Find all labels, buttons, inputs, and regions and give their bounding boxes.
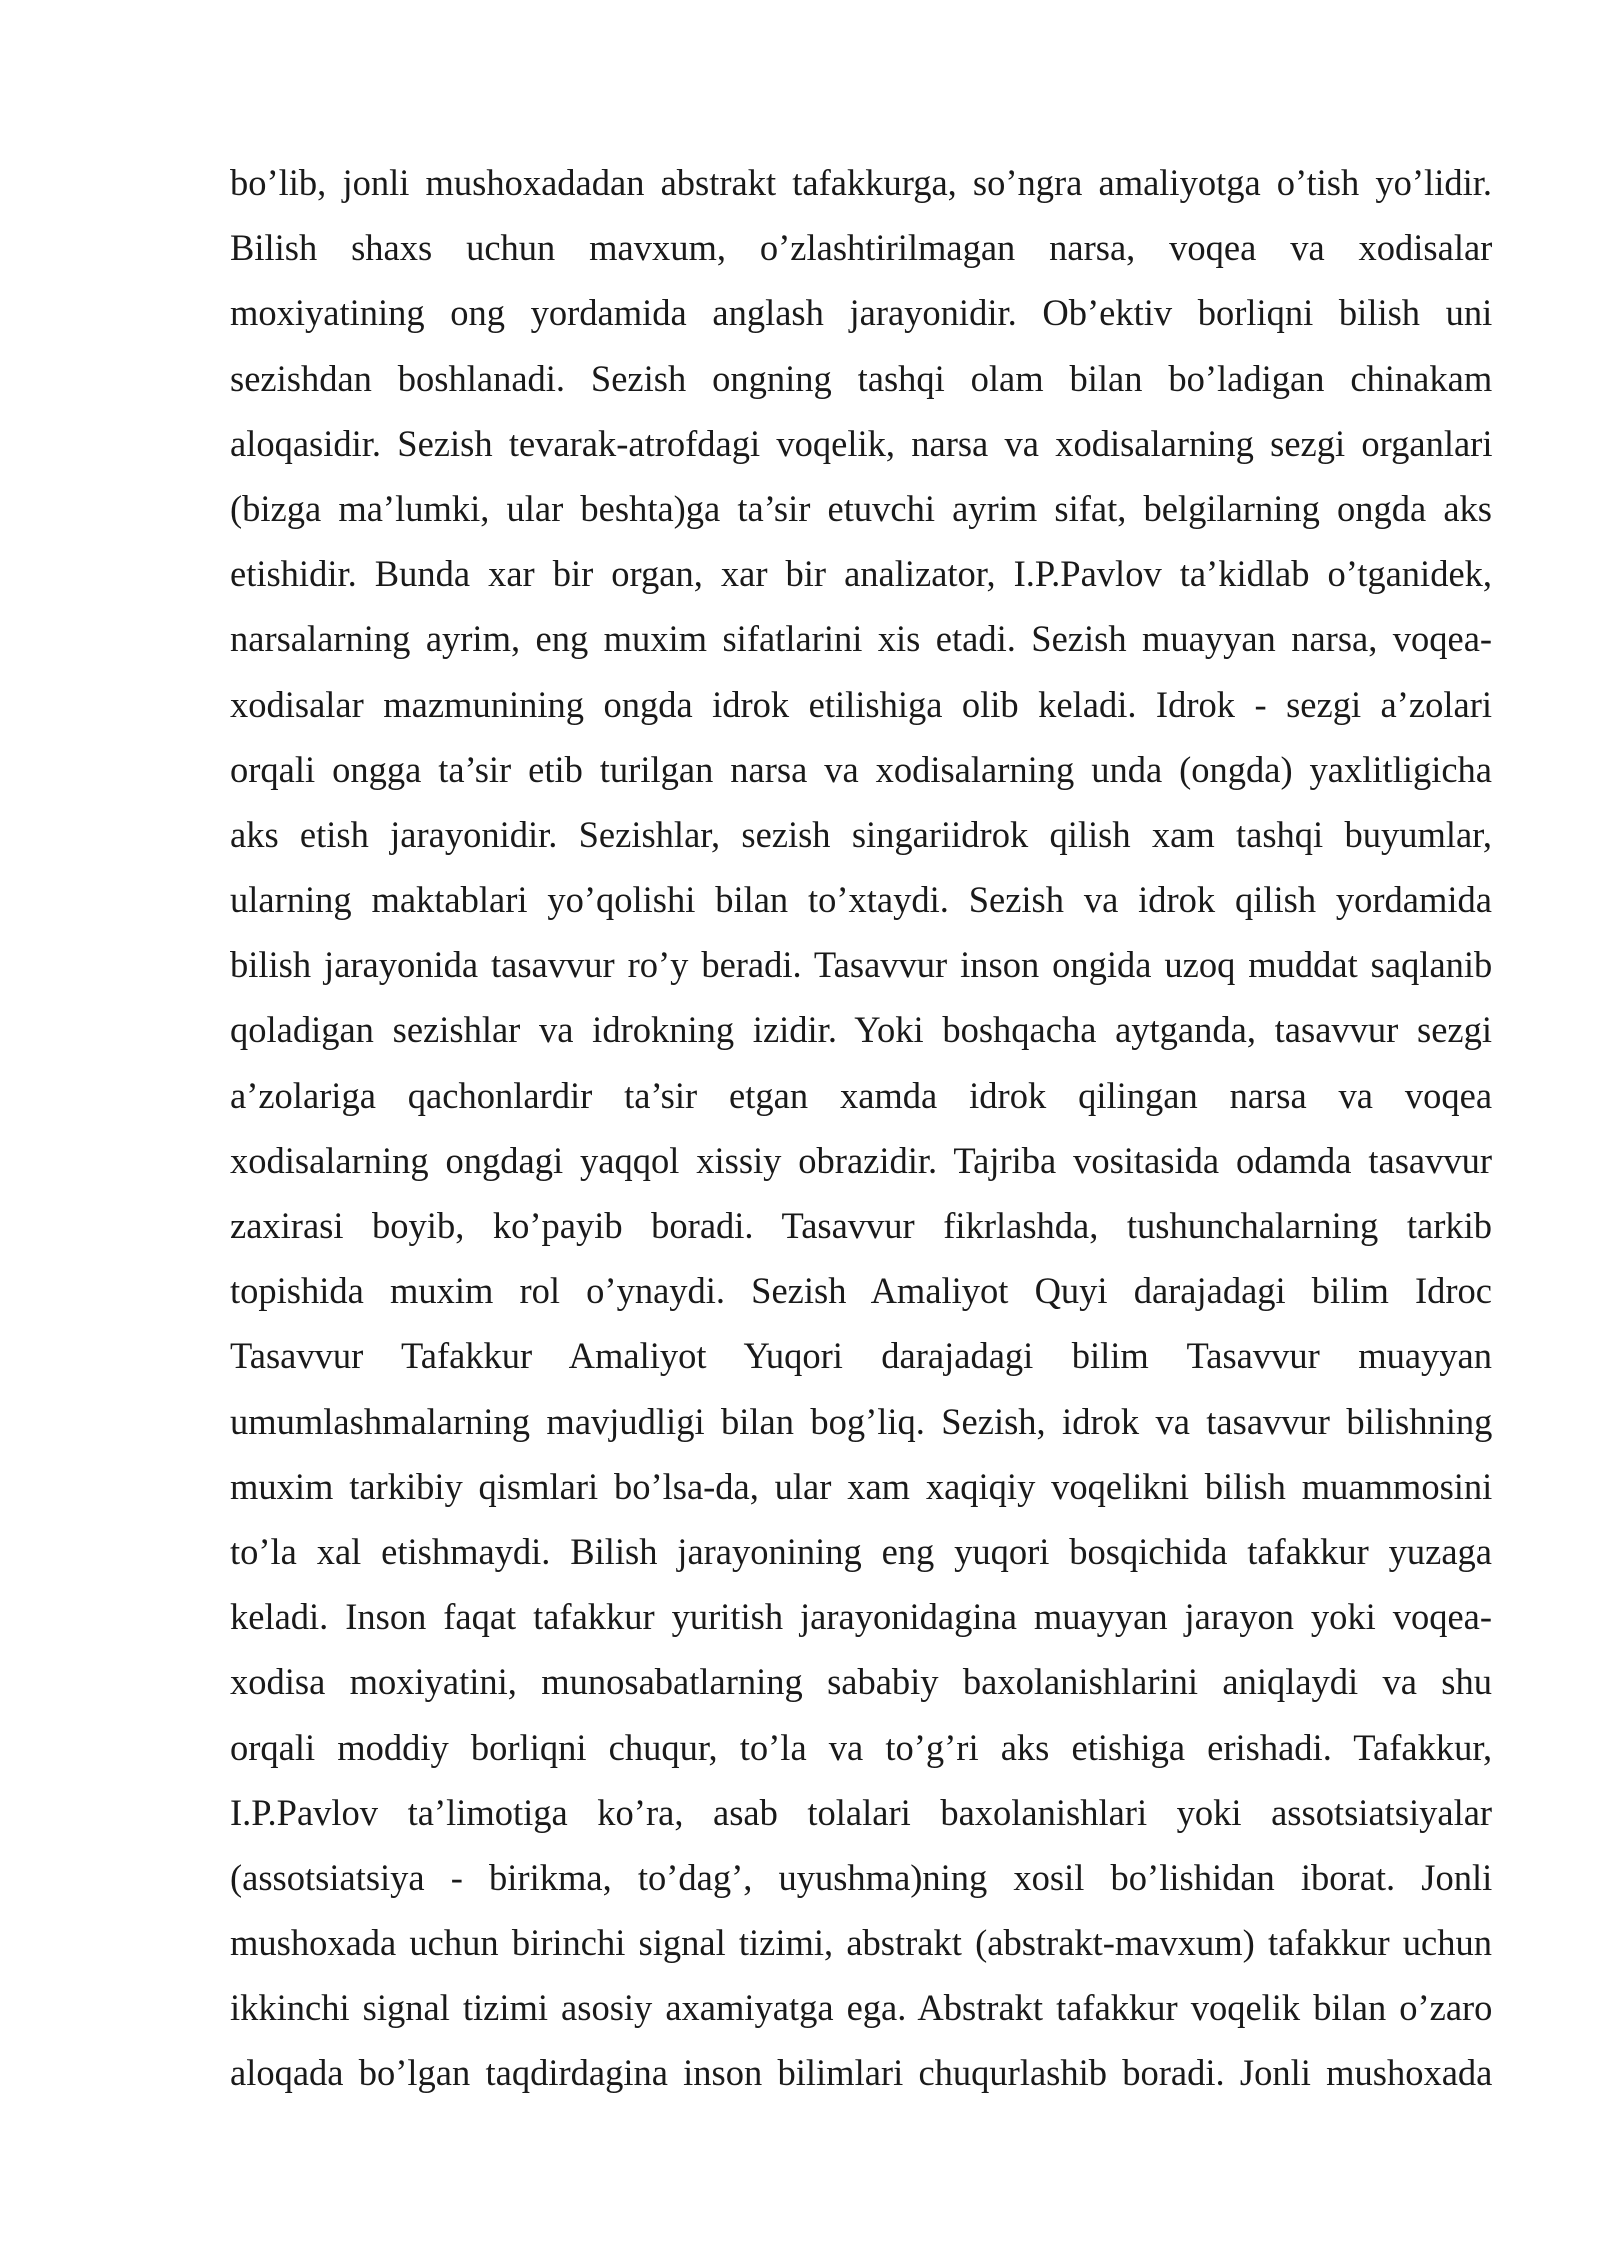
- text-line: (bizga ma’lumki, ular beshta)ga ta’sir etuvchi ayrim sifat, belgilarning ongda aks: [230, 487, 1492, 529]
- text-line: xodisalarning ongdagi yaqqol xissiy obrazidir. Tajriba vositasida odamda tasavvur: [230, 1139, 1493, 1181]
- text-line: umumlashmalarning mavjudligi bilan bog’liq. Sezish, idrok va tasavvur bilishning: [230, 1400, 1493, 1442]
- text-line: aloqada bo’lgan taqdirdagina inson bilimlari chuqurlashib boradi. Jonli mushoxada: [230, 2052, 1493, 2094]
- text-line: muxim tarkibiy qismlari bo’lsa-da, ular xam xaqiqiy voqelikni bilish muammosini: [230, 1465, 1493, 1507]
- text-line: ularning maktablari yo’qolishi bilan to’xtaydi. Sezish va idrok qilish yordamida: [230, 879, 1492, 921]
- text-line: aloqasidir. Sezish tevarak-atrofdagi voqelik, narsa va xodisalarning sezgi organlari: [230, 422, 1493, 464]
- text-line: orqali moddiy borliqni chuqur, to’la va to’g’ri aks etishiga erishadi. Tafakkur,: [230, 1726, 1493, 1768]
- text-line: narsalarning ayrim, eng muxim sifatlarini xis etadi. Sezish muayyan narsa, voqea-: [230, 618, 1493, 660]
- text-line: aks etish jarayonidir. Sezishlar, sezish singariidrok qilish xam tashqi buyumlar,: [230, 813, 1492, 855]
- text-line: Bilish shaxs uchun mavxum, o’zlashtirilmagan narsa, voqea va xodisalar: [230, 227, 1493, 269]
- text-line: keladi. Inson faqat tafakkur yuritish jarayonidagina muayyan jarayon yoki voqea-: [230, 1596, 1492, 1638]
- text-line: xodisa moxiyatini, munosabatlarning sababiy baxolanishlarini aniqlaydi va shu: [230, 1661, 1492, 1703]
- body-paragraph: [230, 150, 1492, 2106]
- text-line: Tasavvur Tafakkur Amaliyot Yuqori darajadagi bilim Tasavvur muayyan: [230, 1335, 1492, 1377]
- text-line: moxiyatining ong yordamida anglash jarayonidir. Ob’ektiv borliqni bilish uni: [230, 292, 1493, 334]
- text-line: orqali ongga ta’sir etib turilgan narsa va xodisalarning unda (ongda) yaxlitligicha: [230, 748, 1492, 790]
- text-line: bo’lib, jonli mushoxadadan abstrakt tafakkurga, so’ngra amaliyotga o’tish yo’lidir.: [230, 162, 1492, 203]
- text-line: qoladigan sezishlar va idrokning izidir. Yoki boshqacha aytganda, tasavvur sezgi: [230, 1009, 1492, 1051]
- text-line: mushoxada uchun birinchi signal tizimi, abstrakt (abstrakt-mavxum) tafakkur uchun: [230, 1922, 1492, 1964]
- text-line: ikkinchi signal tizimi asosiy axamiyatga ega. Abstrakt tafakkur voqelik bilan o’zaro: [230, 1987, 1493, 2029]
- text-line: topishida muxim rol o’ynaydi. Sezish Amaliyot Quyi darajadagi bilim Idroc: [230, 1270, 1493, 1312]
- text-line: to’la xal etishmaydi. Bilish jarayonining eng yuqori bosqichida tafakkur yuzaga: [230, 1530, 1492, 1572]
- text-line: xodisalar mazmunining ongda idrok etilishiga olib keladi. Idrok - sezgi a’zolari: [230, 683, 1492, 725]
- text-line: bilish jarayonida tasavvur ro’y beradi. Tasavvur inson ongida uzoq muddat saqlanib: [230, 944, 1493, 986]
- text-line: etishidir. Bunda xar bir organ, xar bir analizator, I.P.Pavlov ta’kidlab o’tganidek,: [230, 553, 1493, 595]
- text-line: (assotsiatsiya - birikma, to’dag’, uyushma)ning xosil bo’lishidan iborat. Jonli: [230, 1856, 1493, 1898]
- text-line: a’zolariga qachonlardir ta’sir etgan xamda idrok qilingan narsa va voqea: [230, 1074, 1493, 1116]
- text-line: zaxirasi boyib, ko’payib boradi. Tasavvur fikrlashda, tushunchalarning tarkib: [230, 1205, 1492, 1246]
- text-line: I.P.Pavlov ta’limotiga ko’ra, asab tolalari baxolanishlari yoki assotsiatsiyalar: [230, 1791, 1493, 1833]
- text-line: sezishdan boshlanadi. Sezish ongning tashqi olam bilan bo’ladigan chinakam: [230, 357, 1493, 399]
